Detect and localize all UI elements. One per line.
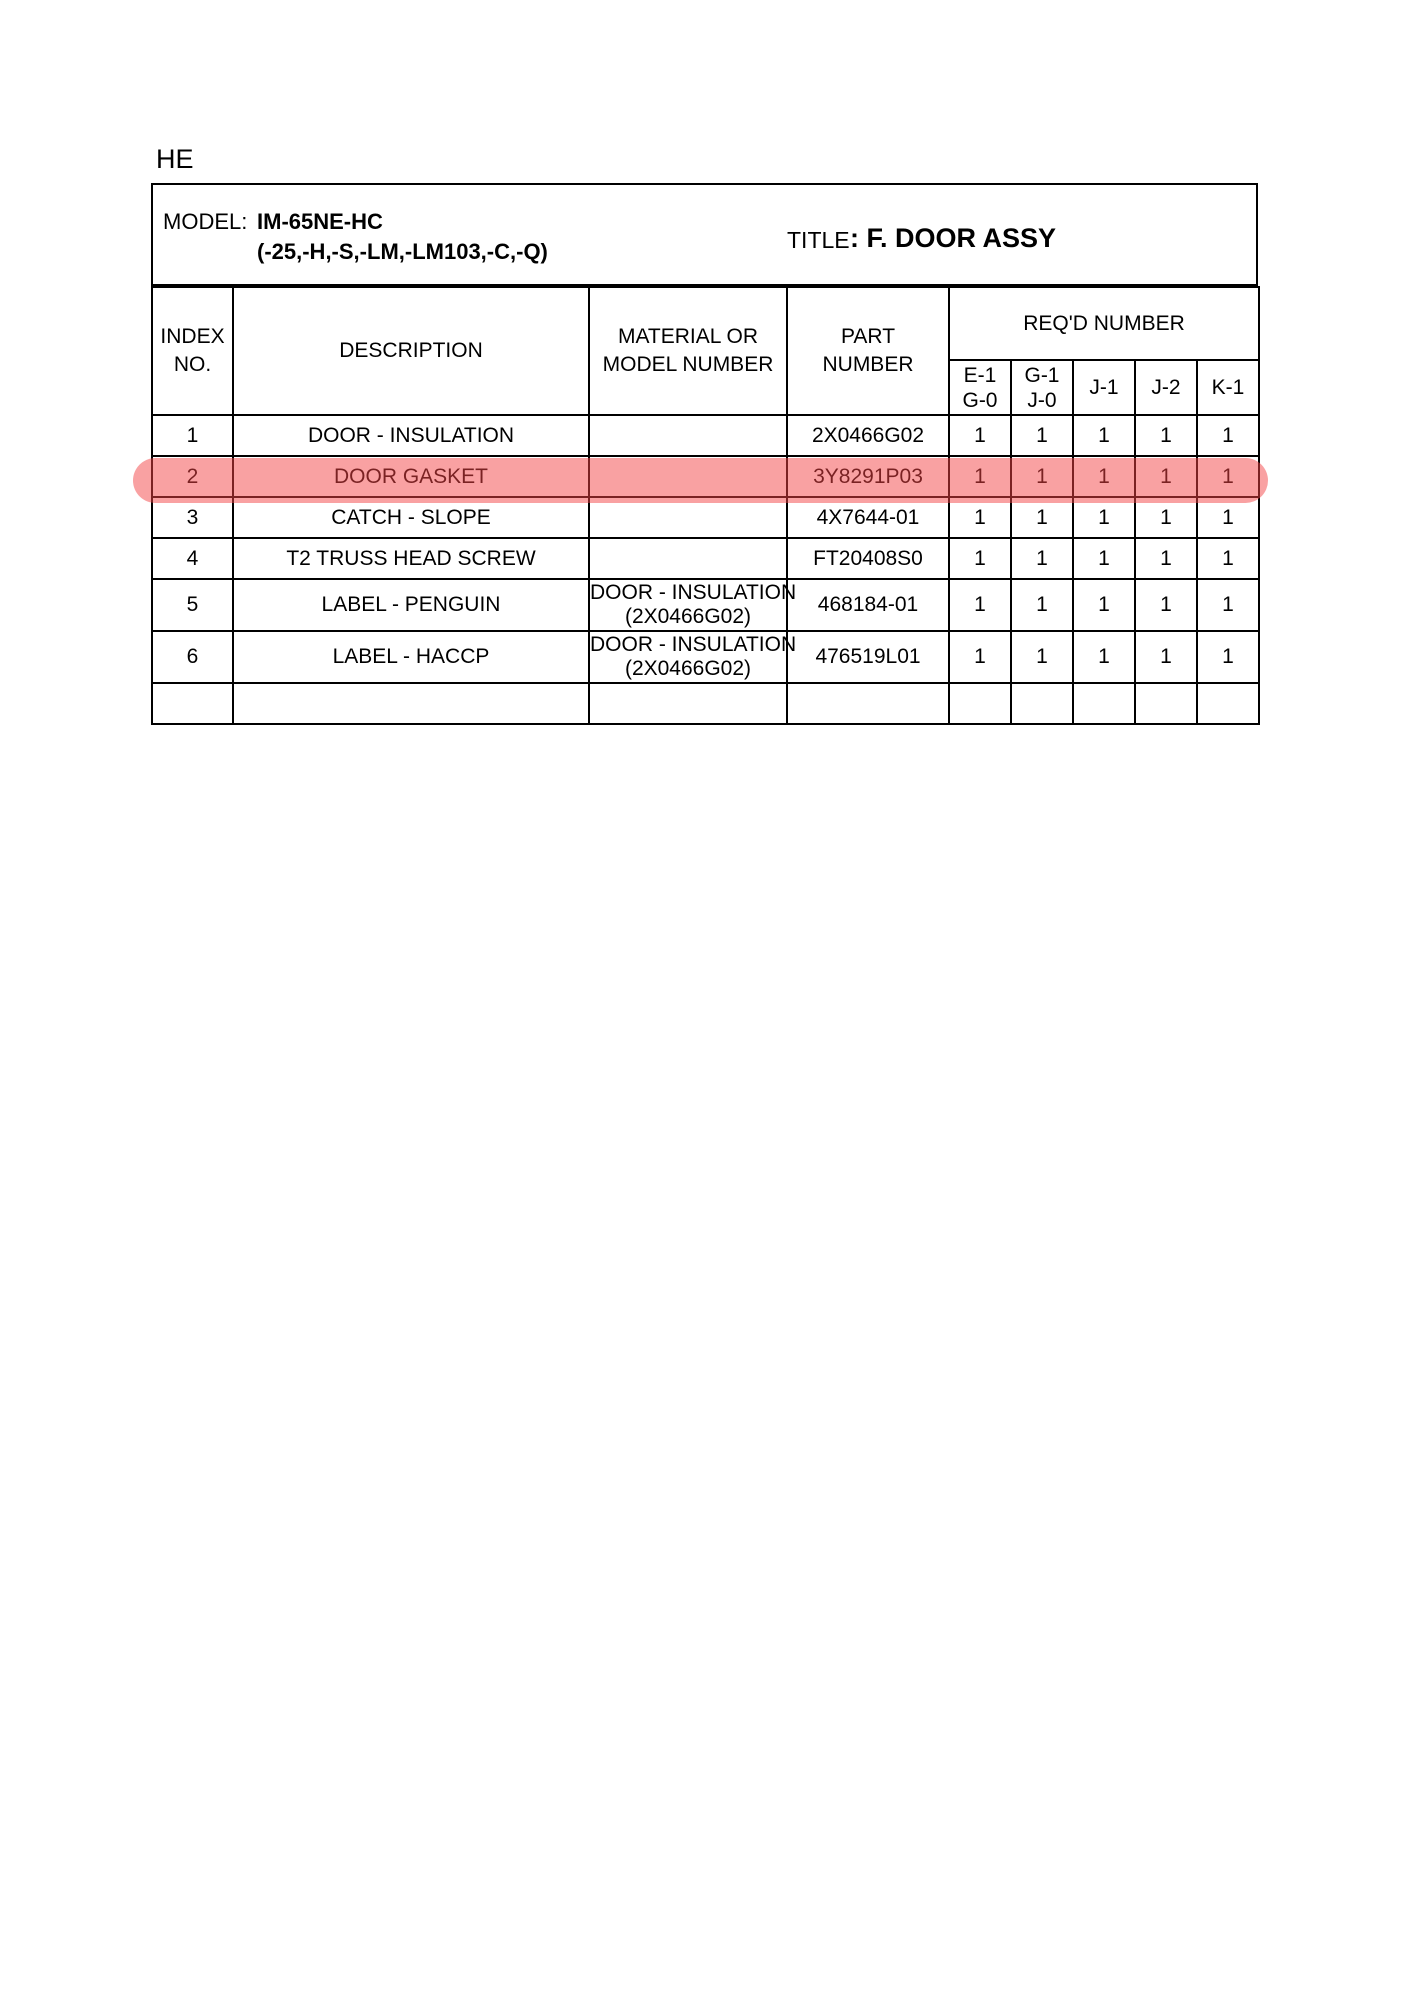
col-header-reqd-5 xyxy=(1197,360,1259,415)
cell-qty: 1 xyxy=(949,415,1011,456)
cell-qty xyxy=(949,683,1011,724)
table-row xyxy=(152,683,1259,724)
cell-qty: 1 xyxy=(949,497,1011,538)
model-value: IM-65NE-HC xyxy=(257,209,383,234)
col-header-index xyxy=(152,287,233,415)
cell-qty: 1 xyxy=(1011,631,1073,683)
cell-qty: 1 xyxy=(1011,415,1073,456)
table-row xyxy=(152,631,1259,683)
cell-index: 4 xyxy=(152,538,233,579)
cell-material xyxy=(589,631,797,683)
cell-qty: 1 xyxy=(1197,579,1259,631)
cell-material-line: DOOR - INSULATION xyxy=(590,633,797,656)
cell-material xyxy=(589,497,787,538)
cell-index: 1 xyxy=(152,415,233,456)
cell-description xyxy=(233,683,589,724)
cell-material-line: (2X0466G02) xyxy=(624,657,752,680)
cell-index xyxy=(152,683,233,724)
col-header-reqd-3 xyxy=(1073,360,1135,415)
cell-index: 3 xyxy=(152,497,233,538)
col-header-material-line1: MATERIAL OR xyxy=(617,325,759,348)
cell-qty: 1 xyxy=(1011,538,1073,579)
cell-qty: 1 xyxy=(1073,415,1135,456)
model-label: MODEL: xyxy=(163,209,248,234)
cell-qty xyxy=(1135,683,1197,724)
cell-qty: 1 xyxy=(1073,579,1135,631)
cell-index: 5 xyxy=(152,579,233,631)
cell-material xyxy=(589,415,787,456)
cell-material-line: (2X0466G02) xyxy=(624,605,752,628)
cell-part-number: 476519L01 xyxy=(787,631,949,683)
cell-material xyxy=(589,538,787,579)
cell-qty xyxy=(1197,683,1259,724)
col-header-part-line1: PART xyxy=(840,325,896,348)
col-header-part-line2: NUMBER xyxy=(822,353,914,376)
col-header-reqd-5-line1: K-1 xyxy=(1211,376,1245,399)
table-row xyxy=(152,415,1259,456)
cell-part-number: 4X7644-01 xyxy=(787,497,949,538)
cell-description: DOOR - INSULATION xyxy=(233,415,589,456)
title-value: : F. DOOR ASSY xyxy=(850,223,1057,253)
cell-part-number: 2X0466G02 xyxy=(787,415,949,456)
highlight-row-2 xyxy=(133,458,1268,503)
table-row xyxy=(152,579,1259,631)
table-header-row xyxy=(152,287,1259,360)
cell-qty xyxy=(1011,683,1073,724)
cell-qty: 1 xyxy=(949,631,1011,683)
cell-part-number: 468184-01 xyxy=(787,579,949,631)
cell-qty: 1 xyxy=(1011,497,1073,538)
cell-qty: 1 xyxy=(1135,579,1197,631)
cell-qty: 1 xyxy=(1073,497,1135,538)
title-label: TITLE xyxy=(787,227,850,253)
col-header-reqd: REQ'D NUMBER xyxy=(949,287,1259,360)
table-row xyxy=(152,538,1259,579)
col-header-reqd-2-line1: G-1 xyxy=(1024,363,1060,387)
col-header-reqd-3-line1: J-1 xyxy=(1089,376,1119,399)
model-variants: (-25,-H,-S,-LM,-LM103,-C,-Q) xyxy=(257,239,548,264)
cell-qty: 1 xyxy=(1135,415,1197,456)
cell-description: CATCH - SLOPE xyxy=(233,497,589,538)
cell-qty: 1 xyxy=(1135,631,1197,683)
parts-table xyxy=(151,286,1260,725)
cell-qty: 1 xyxy=(1135,538,1197,579)
cell-description: LABEL - HACCP xyxy=(233,631,589,683)
cell-qty: 1 xyxy=(1011,579,1073,631)
cell-qty: 1 xyxy=(949,579,1011,631)
col-header-reqd-1-line2: G-0 xyxy=(962,388,998,412)
page-code: HE xyxy=(156,144,194,174)
cell-qty: 1 xyxy=(1197,538,1259,579)
col-header-reqd-2 xyxy=(1011,360,1073,415)
col-header-reqd-4-line1: J-2 xyxy=(1151,376,1181,399)
cell-qty: 1 xyxy=(1073,538,1135,579)
cell-qty: 1 xyxy=(1073,631,1135,683)
cell-qty: 1 xyxy=(1197,415,1259,456)
table-row xyxy=(152,497,1259,538)
cell-qty: 1 xyxy=(1197,497,1259,538)
cell-part-number: FT20408S0 xyxy=(787,538,949,579)
cell-index: 6 xyxy=(152,631,233,683)
col-header-reqd-2-line2: J-0 xyxy=(1027,388,1057,412)
cell-description: T2 TRUSS HEAD SCREW xyxy=(233,538,589,579)
cell-qty: 1 xyxy=(949,538,1011,579)
col-header-reqd-1-line1: E-1 xyxy=(963,363,997,387)
col-header-reqd-1 xyxy=(949,360,1011,415)
col-header-reqd-4 xyxy=(1135,360,1197,415)
cell-material xyxy=(589,579,797,631)
cell-qty: 1 xyxy=(1135,497,1197,538)
col-header-part xyxy=(787,287,949,415)
cell-qty xyxy=(1073,683,1135,724)
cell-part-number xyxy=(787,683,949,724)
col-header-index-line1: INDEX xyxy=(160,325,225,348)
col-header-description: DESCRIPTION xyxy=(233,287,589,415)
cell-qty: 1 xyxy=(1197,631,1259,683)
col-header-material xyxy=(589,287,787,415)
cell-material-line: DOOR - INSULATION xyxy=(590,581,797,604)
col-header-index-line2: NO. xyxy=(173,353,212,376)
cell-description: LABEL - PENGUIN xyxy=(233,579,589,631)
header-box xyxy=(151,183,1258,286)
col-header-material-line2: MODEL NUMBER xyxy=(602,353,774,376)
cell-material xyxy=(589,683,787,724)
